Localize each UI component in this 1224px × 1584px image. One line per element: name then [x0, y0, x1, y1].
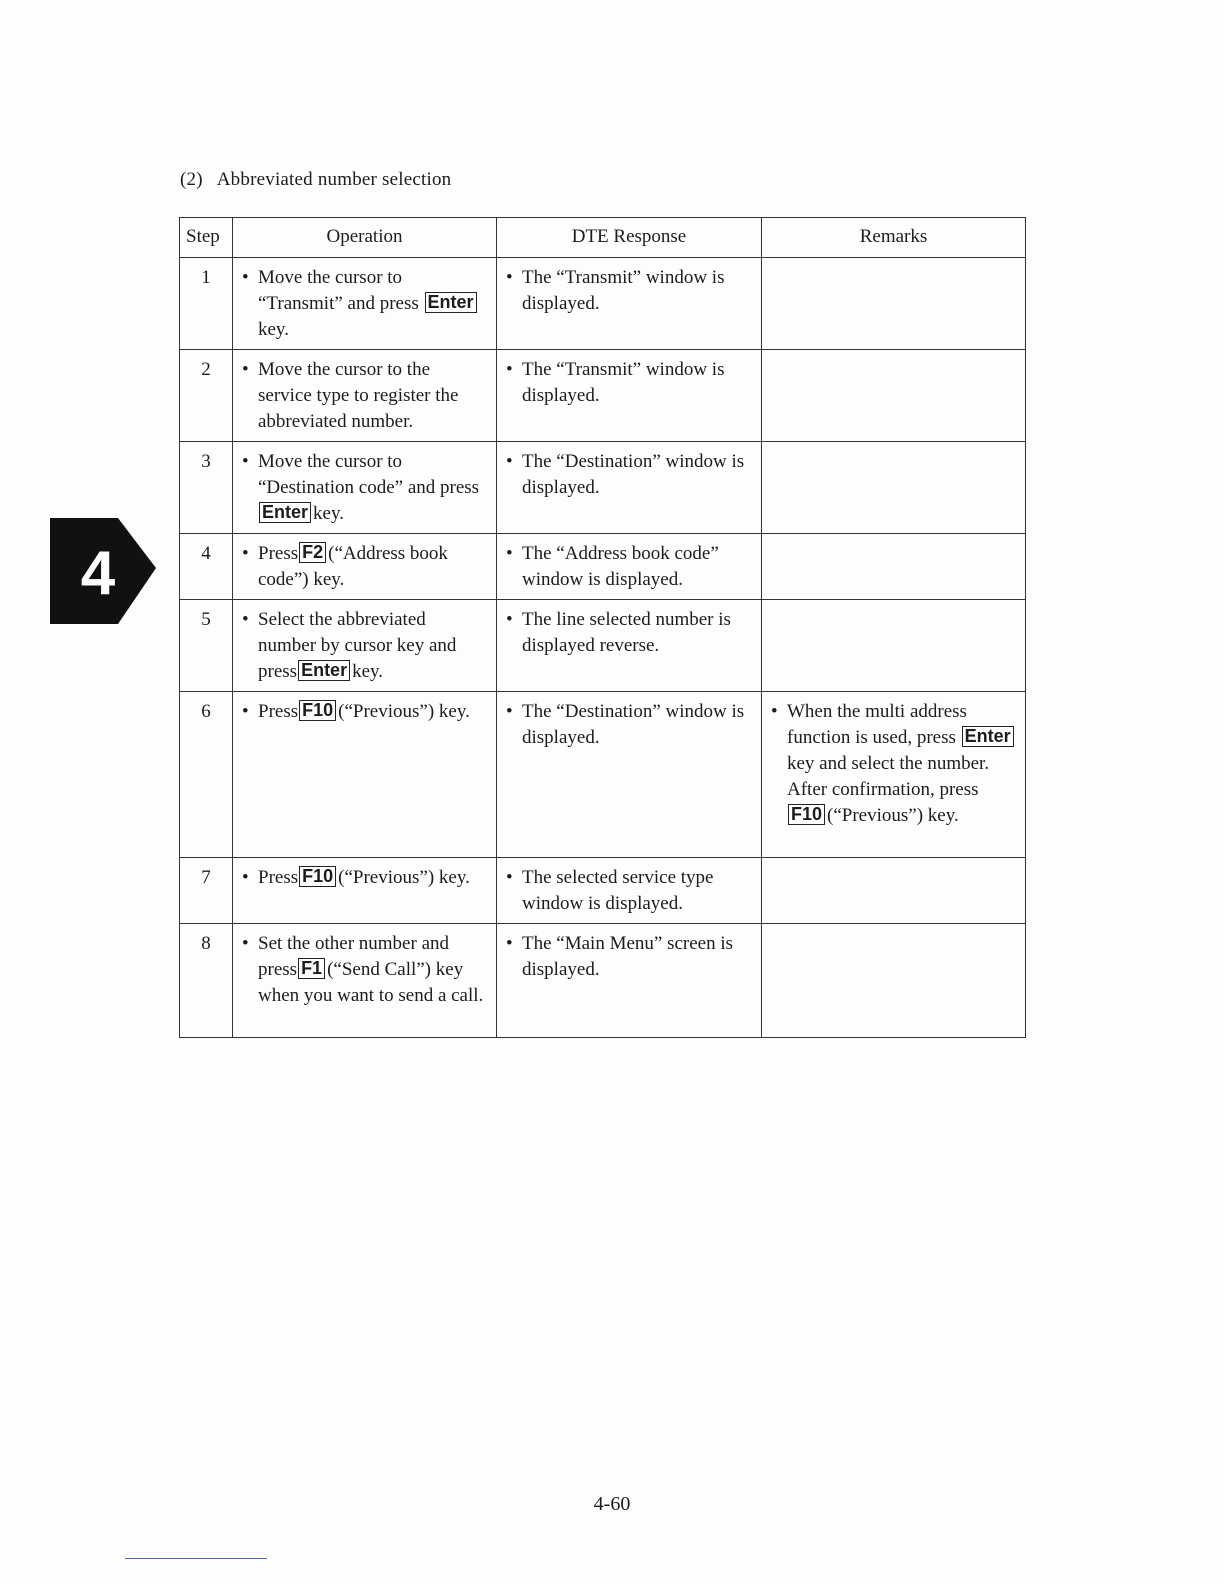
table-row [180, 534, 1026, 600]
table-row [180, 924, 1026, 1038]
section-heading [180, 169, 451, 191]
response-cell: • The “Address book code” window is displayed. [497, 534, 762, 600]
f2-key: F2 [299, 542, 326, 563]
f1-key: F1 [298, 958, 325, 979]
enter-key: Enter [425, 292, 477, 313]
operation-cell: • Press F10 (“Previous”) key. [233, 858, 497, 924]
header-operation: Operation [233, 218, 497, 258]
step-number: 4 [180, 534, 233, 600]
remarks-cell: • When the multi address function is used, press Enterkey and select the number. After confirmation, press F10 (“Previous”) key. [762, 692, 1026, 858]
chapter-tab-4 [50, 518, 156, 624]
table-row [180, 858, 1026, 924]
remarks-cell [762, 534, 1026, 600]
table-row [180, 350, 1026, 442]
step-number: 6 [180, 692, 233, 858]
section-number: (2) [180, 169, 203, 190]
step-number: 8 [180, 924, 233, 1038]
f10-key: F10 [299, 700, 336, 721]
enter-key: Enter [962, 726, 1014, 747]
remarks-cell [762, 600, 1026, 692]
remarks-cell [762, 858, 1026, 924]
remarks-cell [762, 258, 1026, 350]
table-row [180, 600, 1026, 692]
response-cell: • The “Main Menu” screen is displayed. [497, 924, 762, 1038]
table-row [180, 258, 1026, 350]
remarks-cell [762, 442, 1026, 534]
remarks-cell [762, 350, 1026, 442]
operation-cell: • Move the cursor to “Transmit” and press Enterkey. [233, 258, 497, 350]
response-cell: • The selected service type window is displayed. [497, 858, 762, 924]
step-number: 1 [180, 258, 233, 350]
enter-key: Enter [259, 502, 311, 523]
remarks-cell [762, 924, 1026, 1038]
operation-cell: • Select the abbreviated number by cursor key and press Enter key. [233, 600, 497, 692]
f10-key: F10 [299, 866, 336, 887]
response-cell: • The “Transmit” window is displayed. [497, 258, 762, 350]
header-remarks: Remarks [762, 218, 1026, 258]
operation-table [179, 217, 1026, 1038]
section-title: Abbreviated number selection [216, 169, 452, 190]
step-number: 7 [180, 858, 233, 924]
table-row [180, 442, 1026, 534]
f10-key: F10 [788, 804, 825, 825]
response-cell: • The “Destination” window is displayed. [497, 442, 762, 534]
chapter-tab-number: 4 [80, 539, 116, 608]
operation-cell: • Press F2 (“Address book code”) key. [233, 534, 497, 600]
page-number: 4-60 [593, 1493, 631, 1515]
step-number: 2 [180, 350, 233, 442]
response-cell: • The line selected number is displayed reverse. [497, 600, 762, 692]
header-step: Step [180, 218, 233, 258]
operation-cell: • Press F10 (“Previous”) key. [233, 692, 497, 858]
header-dte-response: DTE Response [497, 218, 762, 258]
operation-cell: • Move the cursor to the service type to register the abbreviated number. [233, 350, 497, 442]
table-row [180, 692, 1026, 858]
operation-cell: • Move the cursor to “Destination code” and pressEnter key. [233, 442, 497, 534]
bottom-rule [125, 1558, 267, 1559]
operation-cell: • Set the other number and press F1 (“Send Call”) key when you want to send a call. [233, 924, 497, 1038]
enter-key: Enter [298, 660, 350, 681]
response-cell: • The “Destination” window is displayed. [497, 692, 762, 858]
table-header-row [180, 218, 1026, 258]
step-number: 3 [180, 442, 233, 534]
step-number: 5 [180, 600, 233, 692]
response-cell: • The “Transmit” window is displayed. [497, 350, 762, 442]
